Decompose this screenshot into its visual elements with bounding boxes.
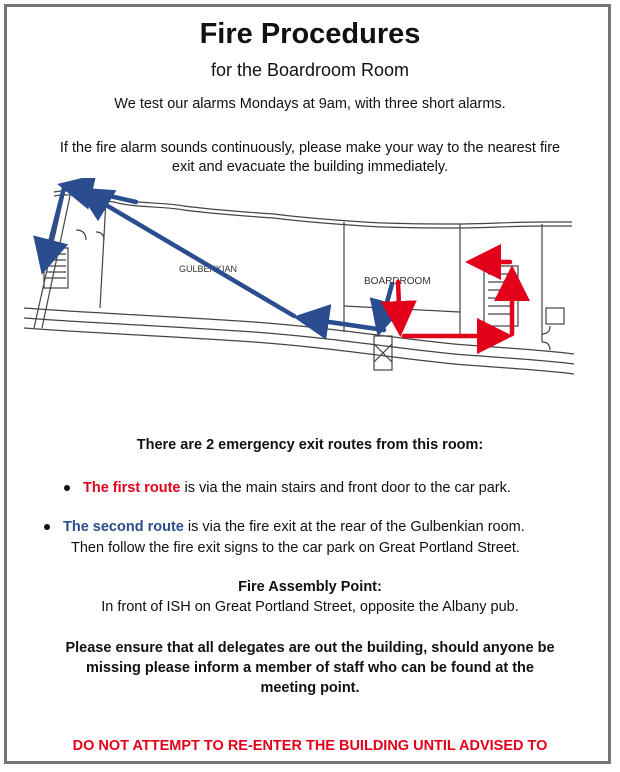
- reentry-warning: DO NOT ATTEMPT TO RE-ENTER THE BUILDING UNTIL ADVISED TO: [72, 738, 548, 754]
- label-boardroom: BOARDROOM: [364, 276, 431, 287]
- floor-plan-diagram: [14, 178, 604, 388]
- page-subtitle: for the Boardroom Room: [210, 60, 410, 80]
- second-route-arrows: [44, 186, 392, 330]
- label-gulbenkian: GULBENKIAN: [179, 264, 238, 274]
- second-route-item: [63, 517, 525, 537]
- routes-heading: There are 2 emergency exit routes from this room:: [136, 437, 484, 453]
- bullet-dot-2: [44, 524, 50, 530]
- first-route-arrows: [398, 262, 512, 336]
- first-route-item: [83, 478, 511, 498]
- delegates-line-2: missing please inform a member of staff who can be found at the: [86, 660, 534, 676]
- second-route-text: is via the fire exit at the rear of the Gulbenkian room.: [183, 519, 525, 535]
- alarm-test-note: We test our alarms Mondays at 9am, with three short alarms.: [114, 96, 506, 112]
- assembly-text: In front of ISH on Great Portland Street, opposite the Albany pub.: [101, 599, 519, 615]
- first-route-text: is via the main stairs and front door to the car park.: [180, 480, 511, 496]
- building-outline: [24, 191, 574, 374]
- assembly-heading: Fire Assembly Point:: [238, 579, 382, 595]
- delegates-line-1: Please ensure that all delegates are out the building, should anyone be: [65, 640, 555, 656]
- bullet-dot-1: [64, 485, 70, 491]
- instruction-line-2: exit and evacuate the building immediately.: [171, 159, 449, 175]
- second-route-name: The second route: [63, 519, 184, 535]
- delegates-line-3: meeting point.: [260, 680, 360, 696]
- page-title: Fire Procedures: [199, 18, 421, 50]
- instruction-line-1: If the fire alarm sounds continuously, please make your way to the nearest fire: [59, 140, 561, 156]
- first-route-name: The first route: [83, 480, 181, 496]
- second-route-line-2: Then follow the fire exit signs to the car park on Great Portland Street.: [71, 540, 520, 556]
